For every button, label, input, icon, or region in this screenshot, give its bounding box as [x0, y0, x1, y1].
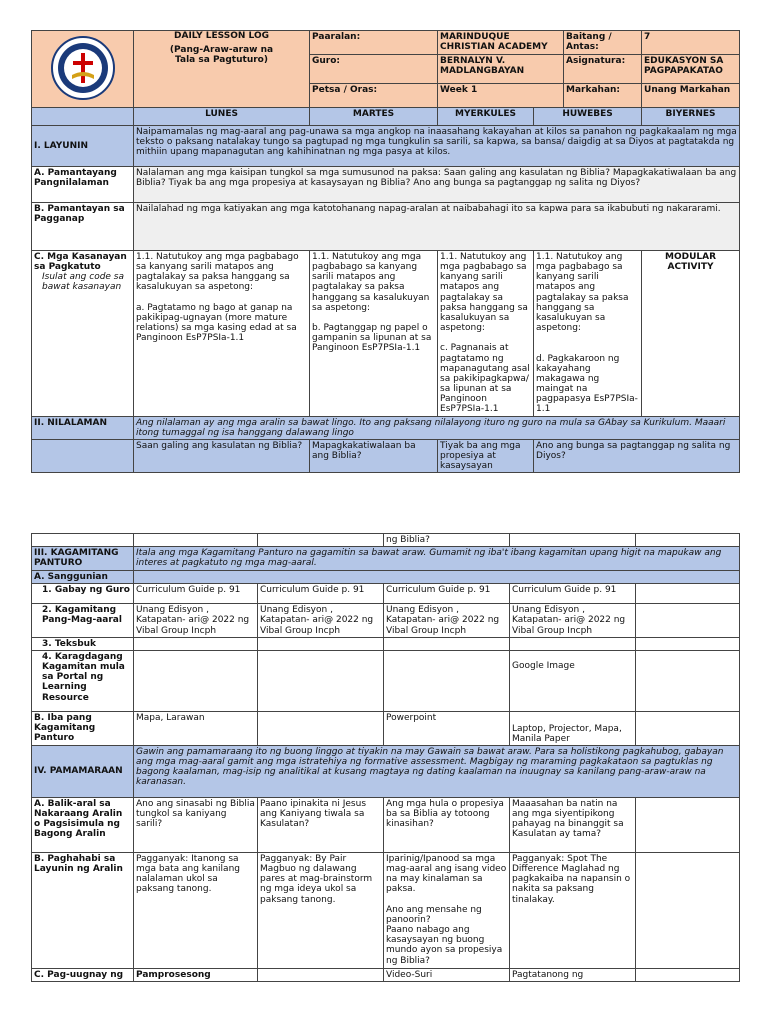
pagugnay-biyernes	[636, 968, 740, 981]
day-header-blank	[32, 108, 134, 126]
pagkatuto-label-cell	[32, 251, 134, 417]
pagkatuto-lunes	[134, 251, 310, 417]
lr-lunes	[134, 650, 258, 711]
sanggunian-blank	[134, 571, 740, 584]
gabay-label: 1. Gabay ng Guro	[32, 584, 134, 604]
pangmagaaral-huwebes: Unang Edisyon , Katapatan- ari@ 2022 ng Vibal Group Incph	[510, 604, 636, 637]
nilalaman-myerkules-cont: ng Biblia?	[384, 534, 510, 547]
form-title-line2: (Pang-Araw-araw na	[169, 45, 274, 56]
school-logo-cell	[32, 31, 134, 108]
teksbuk-label: 3. Teksbuk	[32, 637, 134, 650]
day-header-lunes: LUNES	[134, 108, 310, 126]
day-header-huwebes: HUWEBES	[534, 108, 642, 126]
nilalaman-myerkules: Tiyak ba ang mga propesiya at kasaysayan	[438, 439, 534, 472]
school-seal-icon	[50, 35, 116, 101]
pagkatuto-common-text: 1.1. Natutukoy ang mga pagbabago sa kanyang sarili matapos ang pagtalakay sa paksa hanggang sa kasalukuyan sa aspetong:	[312, 252, 430, 313]
teksbuk-martes	[258, 637, 384, 650]
paghahabi-myerkules-1: Iparinig/Ipanood sa mga mag-aaral ang isang video na may kinalaman sa paksa.	[386, 853, 507, 895]
teksbuk-lunes	[134, 637, 258, 650]
pagkatuto-common-text: 1.1. Natutukoy ang mga pagbabago sa kanyang sarili matapos ang pagtalakay sa paksa hanggang sa kasalukuyan sa aspetong:	[536, 252, 629, 334]
lesson-log-page-2	[31, 533, 740, 982]
lr-label: 4. Karagdagang Kagamitan mula sa Portal ng Learning Resource	[32, 650, 134, 711]
pamamaraan-label: IV. PAMAMARAAN	[32, 745, 134, 797]
markahan-value: Unang Markahan	[642, 84, 740, 108]
continued-biyernes	[636, 534, 740, 547]
iba-lunes: Mapa, Larawan	[134, 711, 258, 745]
pagkatuto-common-text: 1.1. Natutukoy ang mga pagbabago sa kanyang sarili matapos ang pagtalakay sa paksa hanggang sa kasalukuyan sa aspetong:	[136, 252, 299, 293]
gabay-huwebes: Curriculum Guide p. 91	[510, 584, 636, 604]
iba-huwebes: Laptop, Projector, Mapa, Manila Paper	[510, 711, 636, 745]
continued-lunes	[134, 534, 258, 547]
baitang-label: Baitang / Antas:	[564, 31, 642, 55]
pagkatuto-martes	[310, 251, 438, 417]
pangmagaaral-lunes: Unang Edisyon , Katapatan- ari@ 2022 ng Vibal Group Incph	[134, 604, 258, 637]
lesson-log-page-1	[31, 30, 740, 473]
balik-label: A. Balik-aral sa Nakaraang Aralin o Pagsisimula ng Bagong Aralin	[32, 797, 134, 852]
paghahabi-huwebes: Pagganyak: Spot The Difference Maglahad ng pagkakaiba na napansin o nakita sa paksang tinalakay.	[510, 852, 636, 968]
pagkatuto-huwebes-text: d. Pagkakaroon ng kakayahang makagawa ng maingat na pagpapasya EsP7PSIa-1.1	[536, 353, 638, 415]
balik-lunes: Ano ang sinasabi ng Biblia tungkol sa kaniyang sarili?	[134, 797, 258, 852]
teksbuk-huwebes	[510, 637, 636, 650]
lr-biyernes	[636, 650, 740, 711]
paaralan-value: MARINDUQUE CHRISTIAN ACADEMY	[438, 31, 564, 55]
pagkatuto-myerkules-text: c. Pagnanais at pagtatamo ng mapanagutang asal sa pakikipagkapwa/ sa lipunan at sa Panginoon EsP7PSIa-1.1	[440, 343, 530, 415]
gabay-lunes: Curriculum Guide p. 91	[134, 584, 258, 604]
lr-huwebes: Google Image	[510, 650, 636, 711]
pagkatuto-sublabel: Isulat ang code sa bawat kasanayan	[42, 272, 125, 293]
continued-huwebes	[510, 534, 636, 547]
paghahabi-label: B. Paghahabi sa Layunin ng Aralin	[32, 852, 134, 968]
pagkatuto-lunes-text: a. Pagtatamo ng bago at ganap na pakikipag-ugnayan (more mature relations) sa mga kasing edad at sa Panginoon EsP7PSIa-1.1	[136, 302, 297, 344]
nilalaman-huwebes: Ano ang bunga sa pagtanggap ng salita ng Diyos?	[534, 439, 740, 472]
asignatura-value: EDUKASYON SA PAGPAPAKATAO	[642, 55, 740, 84]
balik-martes: Paano ipinakita ni Jesus ang Kaniyang tiwala sa Kasulatan?	[258, 797, 384, 852]
continued-martes	[258, 534, 384, 547]
pagugnay-lunes: Pamprosesong	[134, 968, 258, 981]
lr-martes	[258, 650, 384, 711]
continued-blank	[32, 534, 134, 547]
pagugnay-huwebes: Pagtatanong ng	[510, 968, 636, 981]
pagkatuto-huwebes	[534, 251, 642, 417]
nilalaman-label: II. NILALAMAN	[32, 416, 134, 439]
form-title	[134, 31, 310, 108]
markahan-label: Markahan:	[564, 84, 642, 108]
pagugnay-myerkules: Video-Suri	[384, 968, 510, 981]
petsa-value: Week 1	[438, 84, 564, 108]
petsa-label: Petsa / Oras:	[310, 84, 438, 108]
balik-biyernes	[636, 797, 740, 852]
pagganap-label: B. Pamantayan sa Pagganap	[32, 203, 134, 251]
pamamaraan-text: Gawin ang pamamaraang ito ng buong linggo at tiyakin na may Gawain sa bawat araw. Para sa holistikong pagkahubog, gabayan ang mga mag-aaral gamit ang mga istratehiya ng formative assessment. Magbigay ng maraming pagkakataon sa pagtuklas ng bagong kaalaman, mag-isip ng analitikal at kusang magtaya ng dating kaalaman na inuugnay sa kanilang pang-araw-araw na karanasan.	[134, 745, 740, 797]
kagamitan-label: III. KAGAMITANG PANTURO	[32, 547, 134, 571]
pagkatuto-label: C. Mga Kasanayan sa Pagkatuto	[34, 252, 127, 273]
nilalaman-martes: Mapagkakatiwalaan ba ang Biblia?	[310, 439, 438, 472]
day-header-martes: MARTES	[310, 108, 438, 126]
pagkatuto-common-text: 1.1. Natutukoy ang mga pagbabago sa kanyang sarili matapos ang pagtalakay sa paksa hanggang sa kasalukuyan sa aspetong:	[440, 252, 528, 334]
pagugnay-label: C. Pag-uugnay ng	[32, 968, 134, 981]
paghahabi-myerkules-2: Ano ang mensahe ng panoorin?	[386, 904, 482, 925]
gabay-myerkules: Curriculum Guide p. 91	[384, 584, 510, 604]
paaralan-label: Paaralan:	[310, 31, 438, 55]
iba-biyernes	[636, 711, 740, 745]
pangnilalaman-text: Nalalaman ang mga kaisipan tungkol sa mga sumusunod na paksa: Saan galing ang kasulatan ng Biblia? Mapagkakatiwalaan ba ang Biblia? Tiyak ba ang mga propesiya at kasaysayan ng Biblia? Ano ang bunga sa pagtanggap ng salita ng Diyos?	[134, 167, 740, 203]
pangnilalaman-label: A. Pamantayang Pangnilalaman	[32, 167, 134, 203]
paghahabi-biyernes	[636, 852, 740, 968]
pagkatuto-martes-text: b. Pagtanggap ng papel o gampanin sa lipunan at sa Panginoon EsP7PSIa-1.1	[312, 323, 432, 354]
balik-myerkules: Ang mga hula o propesiya ba sa Biblia ay totoong kinasihan?	[384, 797, 510, 852]
paghahabi-myerkules-3: Paano nabago ang kasaysayan ng buong mundo ayon sa propesiya ng Biblia?	[386, 925, 503, 966]
pangmagaaral-myerkules: Unang Edisyon , Katapatan- ari@ 2022 ng Vibal Group Incph	[384, 604, 510, 637]
pangmagaaral-martes: Unang Edisyon , Katapatan- ari@ 2022 ng Vibal Group Incph	[258, 604, 384, 637]
paghahabi-lunes: Pagganyak: Itanong sa mga bata ang kanilang nalalaman ukol sa paksang tanong.	[134, 852, 258, 968]
gabay-biyernes	[636, 584, 740, 604]
asignatura-label: Asignatura:	[564, 55, 642, 84]
nilalaman-topic-blank	[32, 439, 134, 472]
balik-huwebes: Maaasahan ba natin na ang mga siyentipikong pahayag na binanggit sa Kasulatan ay tama?	[510, 797, 636, 852]
iba-label: B. Iba pang Kagamitang Panturo	[32, 711, 134, 745]
layunin-text: Naipamamalas ng mag-aaral ang pag-unawa sa mga angkop na inaasahang kakayahan at kilos sa panahon ng pagkakaalam ng mga teksto o paksang natalakay tungo sa pagtupad ng mga tungkulin sa sarili, sa kapwa, sa bansa/ daigdig at sa Diyos at pagtatakda ng mithiin upang mapanagutan ang kahihinatnan ng mga pasya at kilos.	[134, 126, 740, 167]
teksbuk-biyernes	[636, 637, 740, 650]
gabay-martes: Curriculum Guide p. 91	[258, 584, 384, 604]
nilalaman-lunes: Saan galing ang kasulatan ng Biblia?	[134, 439, 310, 472]
iba-myerkules: Powerpoint	[384, 711, 510, 745]
pangmagaaral-biyernes	[636, 604, 740, 637]
guro-value: BERNALYN V. MADLANGBAYAN	[438, 55, 564, 84]
iba-martes	[258, 711, 384, 745]
nilalaman-text: Ang nilalaman ay ang mga aralin sa bawat lingo. Ito ang paksang nilalayong ituro ng guro na mula sa GAbay sa Kurikulum. Maaari itong tumaggal ng isa hanggang dalawang lingo	[134, 416, 740, 439]
sanggunian-label: A. Sanggunian	[32, 571, 134, 584]
baitang-value: 7	[642, 31, 740, 55]
day-header-biyernes: BIYERNES	[642, 108, 740, 126]
pagkatuto-myerkules	[438, 251, 534, 417]
teksbuk-myerkules	[384, 637, 510, 650]
guro-label: Guro:	[310, 55, 438, 84]
lr-myerkules	[384, 650, 510, 711]
day-header-myerkules: MYERKULES	[438, 108, 534, 126]
pagugnay-martes	[258, 968, 384, 981]
form-title-line3: Tala sa Pagtuturo)	[175, 55, 268, 66]
pagganap-text: Nailalahad ng mga katiyakan ang mga katotohanang napag-aralan at naibabahagi ito sa kapwa para sa ikabubuti ng nakararami.	[134, 203, 740, 251]
paghahabi-martes: Pagganyak: By Pair Magbuo ng dalawang pares at mag-brainstorm ng mga ideya ukol sa paksang tanong.	[258, 852, 384, 968]
layunin-label: I. LAYUNIN	[32, 126, 134, 167]
kagamitan-text: Itala ang mga Kagamitang Panturo na gagamitin sa bawat araw. Gumamit ng iba't ibang kagamitan upang higit na mapukaw ang interes at pagkatuto ng mga mag-aaral.	[134, 547, 740, 571]
form-title-line1: DAILY LESSON LOG	[174, 31, 269, 41]
pagkatuto-biyernes: MODULAR ACTIVITY	[642, 251, 740, 417]
paghahabi-myerkules	[384, 852, 510, 968]
pangmagaaral-label: 2. Kagamitang Pang-Mag-aaral	[32, 604, 134, 637]
